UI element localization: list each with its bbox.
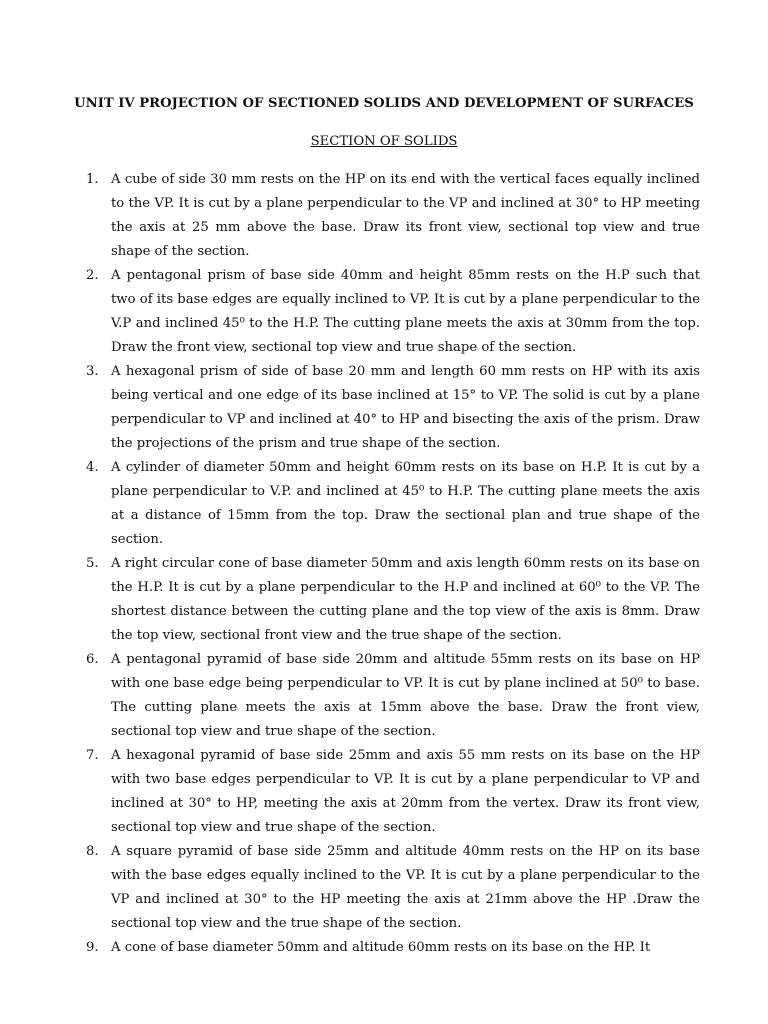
question-number: 8. — [86, 844, 99, 859]
question-item — [86, 648, 700, 744]
section-title: SECTION OF SOLIDS — [310, 134, 458, 149]
question-item — [86, 168, 700, 264]
question-number: 3. — [86, 364, 99, 379]
question-text: A pentagonal pyramid of base side 20mm and altitude 55mm rests on its base on HP with one base edge being perpendicular to VP. It is cut by plane inclined at 50⁰ to base. The cutting plane meets the axis at 15mm above the base. Draw the front view, sectional top view and true shape of the section. — [111, 652, 700, 739]
question-item — [86, 744, 700, 840]
question-text: A cylinder of diameter 50mm and height 60mm rests on its base on H.P. It is cut by a plane perpendicular to V.P. and inclined at 45⁰ to H.P. The cutting plane meets the axis at a distance of 15mm from the top. Draw the sectional plan and true shape of the section. — [111, 460, 700, 547]
question-number: 6. — [86, 652, 99, 667]
question-text: A pentagonal prism of base side 40mm and height 85mm rests on the H.P such that two of its base edges are equally inclined to VP. It is cut by a plane perpendicular to the V.P and inclined 45⁰ to the H.P. The cutting plane meets the axis at 30mm from the top. Draw the front view, sectional top view and true shape of the section. — [111, 268, 700, 355]
question-number: 5. — [86, 556, 99, 571]
question-number: 1. — [86, 172, 99, 187]
question-item — [86, 840, 700, 936]
question-number: 7. — [86, 748, 99, 763]
question-item — [86, 456, 700, 552]
question-text: A square pyramid of base side 25mm and altitude 40mm rests on the HP on its base with the base edges equally inclined to the VP. It is cut by a plane perpendicular to the VP and inclined at 30° to the HP meeting the axis at 21mm above the HP .Draw the sectional top view and the true shape of the section. — [111, 844, 700, 931]
question-text: A hexagonal prism of side of base 20 mm and length 60 mm rests on HP with its axis being vertical and one edge of its base inclined at 15° to VP. The solid is cut by a plane perpendicular to VP and inclined at 40° to HP and bisecting the axis of the prism. Draw the projections of the prism and true shape of the section. — [111, 364, 700, 451]
question-number: 4. — [86, 460, 99, 475]
question-text: A cone of base diameter 50mm and altitude 60mm rests on its base on the HP. It — [111, 940, 651, 955]
question-item — [86, 264, 700, 360]
question-list — [86, 168, 700, 960]
question-item — [86, 552, 700, 648]
document-title: UNIT IV PROJECTION OF SECTIONED SOLIDS AND DEVELOPMENT OF SURFACES — [74, 96, 694, 111]
question-item — [86, 936, 700, 960]
question-item — [86, 360, 700, 456]
question-text: A hexagonal pyramid of base side 25mm and axis 55 mm rests on its base on the HP with two base edges perpendicular to VP. It is cut by a plane perpendicular to VP and inclined at 30° to HP, meeting the axis at 20mm from the vertex. Draw its front view, sectional top view and true shape of the section. — [111, 748, 700, 835]
question-text: A right circular cone of base diameter 50mm and axis length 60mm rests on its base on the H.P. It is cut by a plane perpendicular to the H.P and inclined at 60⁰ to the VP. The shortest distance between the cutting plane and the top view of the axis is 8mm. Draw the top view, sectional front view and the true shape of the section. — [111, 556, 700, 643]
question-number: 2. — [86, 268, 99, 283]
question-text: A cube of side 30 mm rests on the HP on its end with the vertical faces equally inclined to the VP. It is cut by a plane perpendicular to the VP and inclined at 30° to HP meeting the axis at 25 mm above the base. Draw its front view, sectional top view and true shape of the section. — [111, 172, 700, 259]
question-number: 9. — [86, 940, 99, 955]
